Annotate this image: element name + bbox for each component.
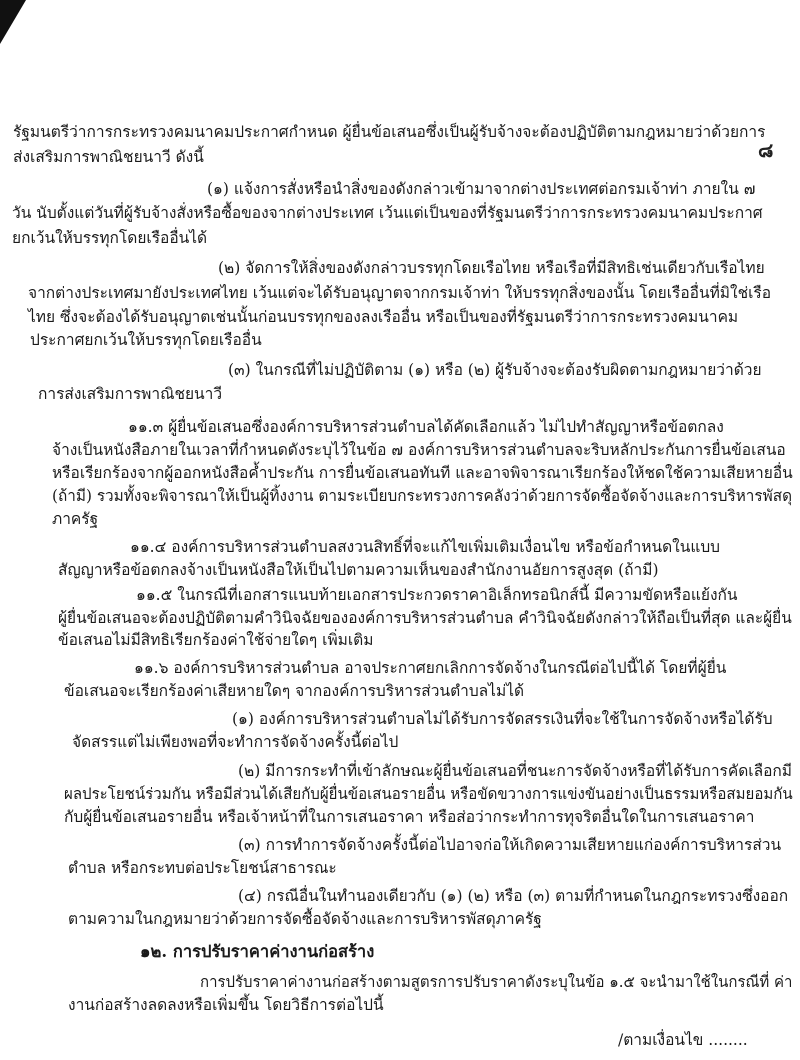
scan-corner-mark xyxy=(0,0,26,44)
text-line: ภาครัฐ xyxy=(52,510,99,528)
text-line: สัญญาหรือข้อตกลงจ้างเป็นหนังสือให้เป็นไปตามความเห็นของสำนักงานอัยการสูงสุด (ถ้ามี) xyxy=(58,561,659,579)
text-line: ไทย ซึ่งจะต้องได้รับอนุญาตเช่นนั้นก่อนบรรทุกของลงเรืออื่น หรือเป็นของที่รัฐมนตรีว่าการกระทรวงคมนาคม xyxy=(28,308,739,326)
text-line: (๑) แจ้งการสั่งหรือนำสิ่งของดังกล่าวเข้ามาจากต่างประเทศต่อกรมเจ้าท่า ภายใน ๗ xyxy=(207,180,756,198)
text-line: ข้อเสนอไม่มีสิทธิเรียกร้องค่าใช้จ่ายใดๆ เพิ่มเติม xyxy=(58,631,374,649)
text-line: จ้างเป็นหนังสือภายในเวลาที่กำหนดดังระบุไว้ในข้อ ๗ องค์การบริหารส่วนตำบลจะริบหลักประกันการยื่นข้อเสนอ xyxy=(52,441,786,459)
text-line: ส่งเสริมการพาณิชยนาวี ดังนี้ xyxy=(13,148,204,166)
text-line: การปรับราคาค่างานก่อสร้างตามสูตรการปรับราคาดังระบุในข้อ ๑.๕ จะนำมาใช้ในกรณีที่ ค่า xyxy=(200,973,793,991)
text-line: ข้อเสนอจะเรียกร้องค่าเสียหายใดๆ จากองค์การบริหารส่วนตำบลไม่ได้ xyxy=(64,682,525,700)
text-line: การส่งเสริมการพาณิชยนาวี xyxy=(38,385,223,403)
continuation-note: /ตามเงื่อนไข ........ xyxy=(618,1031,748,1049)
text-line: (๑) องค์การบริหารส่วนตำบลไม่ได้รับการจัดสรรเงินที่จะใช้ในการจัดจ้างหรือได้รับ xyxy=(232,710,773,728)
text-line: ๑๑.๖ องค์การบริหารส่วนตำบล อาจประกาศยกเลิกการจัดจ้างในกรณีต่อไปนี้ได้ โดยที่ผู้ยื่น xyxy=(134,659,727,677)
text-line: ผู้ยื่นข้อเสนอจะต้องปฏิบัติตามคำวินิจฉัยขององค์การบริหารส่วนตำบล คำวินิจฉัยดังกล่าวให้ถือเป็นที่สุด และผู้ยื่น xyxy=(58,609,792,627)
text-line: (๒) จัดการให้สิ่งของดังกล่าวบรรทุกโดยเรือไทย หรือเรือที่มีสิทธิเช่นเดียวกับเรือไทย xyxy=(218,259,765,277)
text-line: งานก่อสร้างลดลงหรือเพิ่มขึ้น โดยวิธีการต่อไปนี้ xyxy=(68,996,384,1014)
text-line: (๓) ในกรณีที่ไม่ปฏิบัติตาม (๑) หรือ (๒) ผู้รับจ้างจะต้องรับผิดตามกฎหมายว่าด้วย xyxy=(228,361,762,379)
text-line: ประกาศยกเว้นให้บรรทุกโดยเรืออื่น xyxy=(30,331,262,349)
page-number: ๘ xyxy=(758,138,774,162)
text-line: (๓) การทำการจัดจ้างครั้งนี้ต่อไปอาจก่อให้เกิดความเสียหายแก่องค์การบริหารส่วน xyxy=(238,836,782,854)
text-line: ๑๑.๕ ในกรณีที่เอกสารแนบท้ายเอกสารประกวดราคาอิเล็กทรอนิกส์นี้ มีความขัดหรือแย้งกัน xyxy=(136,586,738,604)
text-line: ตำบล หรือกระทบต่อประโยชน์สาธารณะ xyxy=(68,859,337,877)
text-line: (ถ้ามี) รวมทั้งจะพิจารณาให้เป็นผู้ทิ้งงาน ตามระเบียบกระทรวงการคลังว่าด้วยการจัดซื้อจัดจ้างและการบริหารพัสดุ xyxy=(52,487,793,505)
text-line: ๑๑.๓ ผู้ยื่นข้อเสนอซึ่งองค์การบริหารส่วนตำบลได้คัดเลือกแล้ว ไม่ไปทำสัญญาหรือข้อตกลง xyxy=(128,418,724,436)
text-line: ผลประโยชน์ร่วมกัน หรือมีส่วนได้เสียกับผู้ยื่นข้อเสนอรายอื่น หรือขัดขวางการแข่งขันอย่างเป็นธรรมหรือสมยอมกัน xyxy=(64,785,793,803)
text-line: วัน นับตั้งแต่วันที่ผู้รับจ้างสั่งหรือซื้อของจากต่างประเทศ เว้นแต่เป็นของที่รัฐมนตรีว่าการกระทรวงคมนาคมประกาศ xyxy=(12,204,763,222)
text-line: ยกเว้นให้บรรทุกโดยเรืออื่นได้ xyxy=(12,229,208,247)
section-heading: ๑๒. การปรับราคาค่างานก่อสร้าง xyxy=(140,942,375,961)
text-line: หรือเรียกร้องจากผู้ออกหนังสือค้ำประกัน การยื่นข้อเสนอทันที และอาจพิจารณาเรียกร้องให้ชดใช้ความเสียหายอื่น xyxy=(52,464,793,482)
text-line: จัดสรรแต่ไม่เพียงพอที่จะทำการจัดจ้างครั้งนี้ต่อไป xyxy=(72,733,399,751)
text-line: ตามความในกฎหมายว่าด้วยการจัดซื้อจัดจ้างและการบริหารพัสดุภาครัฐ xyxy=(68,910,542,928)
text-line: ๑๑.๔ องค์การบริหารส่วนตำบลสงวนสิทธิ์ที่จะแก้ไขเพิ่มเติมเงื่อนไข หรือข้อกำหนดในแบบ xyxy=(130,538,721,556)
text-line: (๔) กรณีอื่นในทำนองเดียวกับ (๑) (๒) หรือ (๓) ตามที่กำหนดในกฎกระทรวงซึ่งออก xyxy=(238,887,789,905)
text-line: รัฐมนตรีว่าการกระทรวงคมนาคมประกาศกำหนด ผู้ยื่นข้อเสนอซึ่งเป็นผู้รับจ้างจะต้องปฏิบัติตามกฎหมายว่าด้วยการ xyxy=(13,123,766,141)
text-line: (๒) มีการกระทำที่เข้าลักษณะผู้ยื่นข้อเสนอที่ชนะการจัดจ้างหรือที่ได้รับการคัดเลือกมี xyxy=(238,762,792,780)
text-line: กับผู้ยื่นข้อเสนอรายอื่น หรือเจ้าหน้าที่ในการเสนอราคา หรือส่อว่ากระทำการทุจริตอื่นใดในการเสนอราคา xyxy=(64,808,755,826)
text-line: จากต่างประเทศมายังประเทศไทย เว้นแต่จะได้รับอนุญาตจากกรมเจ้าท่า ให้บรรทุกสิ่งของนั้น โดยเรืออื่นที่มิใช่เรือ xyxy=(28,284,772,302)
